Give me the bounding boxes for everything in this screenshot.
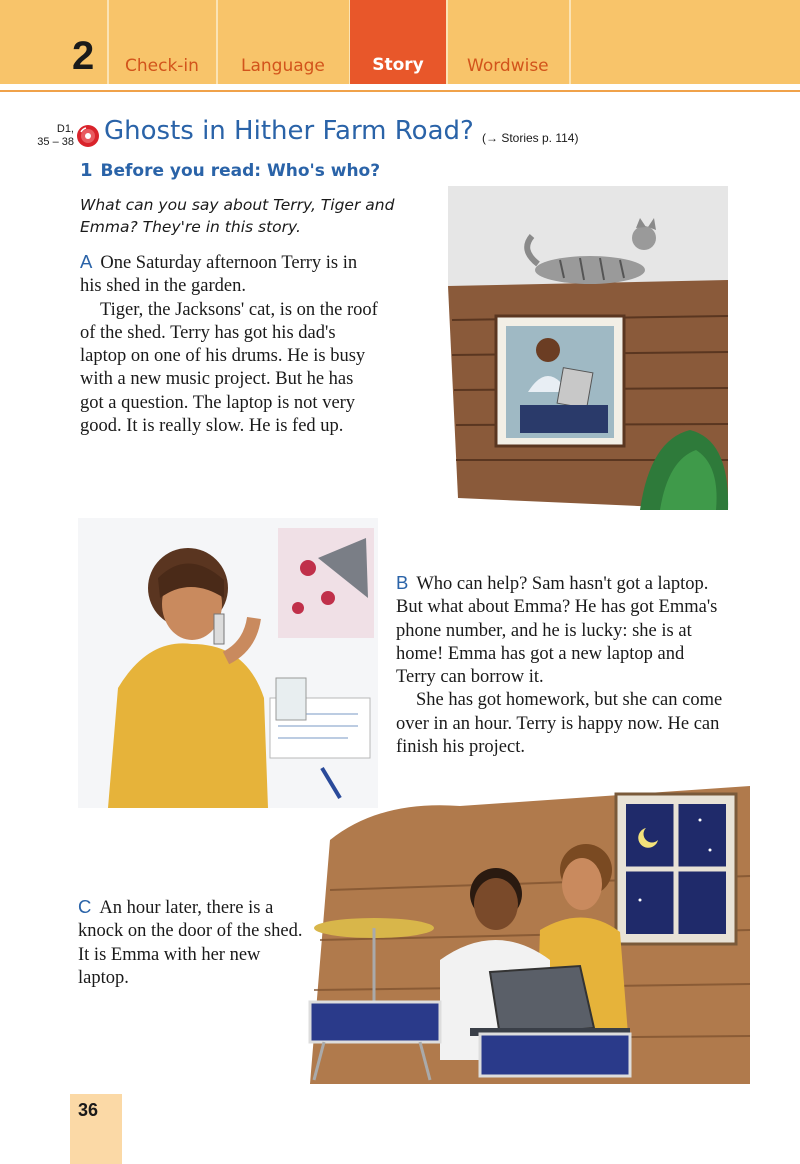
header-divider: [216, 0, 218, 84]
unit-header-bar: [0, 0, 800, 84]
paragraph-text: Who can help? Sam hasn't got a laptop. But what about Emma? He has got Emma's phone number, and he is lucky: she is at home! Emma has got a new laptop and Terry can borrow it.: [396, 574, 718, 688]
paragraph-text: Tiger, the Jacksons' cat, is on the roof of the shed. Terry has got his dad's laptop on one of his drums. He is busy with a new music project. But he has got a question. The laptop is not very good. It is really slow. He is fed up.: [80, 299, 378, 437]
tab-check-in[interactable]: Check-in: [125, 56, 199, 76]
paragraph-text: She has got homework, but she can come over in an hour. Terry is happy now. He can finish his project.: [396, 690, 723, 758]
unit-number: 2: [72, 34, 95, 78]
header-divider: [569, 0, 571, 84]
exercise-instruction: What can you say about Terry, Tiger and Emma? They're in this story.: [80, 196, 395, 236]
stories-cross-reference[interactable]: (→ Stories p. 114): [482, 131, 579, 145]
paragraph-text: An hour later, there is a knock on the door of the shed. It is Emma with her new laptop.: [78, 898, 303, 988]
emma-phone-illustration: [78, 518, 378, 808]
paragraph-c: [78, 895, 308, 990]
header-rule: [0, 90, 800, 92]
exercise-number: 1: [80, 160, 93, 181]
paragraph-letter: A: [80, 251, 93, 272]
header-divider: [107, 0, 109, 84]
tab-language[interactable]: Language: [241, 56, 325, 76]
paragraph-b: [396, 571, 726, 759]
exercise-heading: [80, 160, 380, 181]
paragraph-text: One Saturday afternoon Terry is in his shed in the garden.: [80, 253, 358, 297]
page-number: 36: [78, 1100, 99, 1120]
paragraph-a: [80, 250, 380, 438]
cd-track-line-2: 35 – 38: [37, 136, 74, 148]
header-divider: [446, 0, 448, 84]
paragraph-letter: B: [396, 572, 409, 593]
tab-wordwise[interactable]: Wordwise: [467, 56, 549, 76]
audio-cd-icon[interactable]: [76, 124, 100, 148]
tab-story[interactable]: Story: [350, 0, 446, 84]
paragraph-letter: C: [78, 896, 92, 917]
cd-track-line-1: D1,: [56, 123, 74, 135]
cd-track-label: [38, 123, 74, 149]
shed-illustration: [440, 180, 732, 515]
story-title: Ghosts in Hither Farm Road?: [104, 116, 474, 146]
terry-emma-shed-illustration: [300, 780, 750, 1084]
exercise-title: Before you read: Who's who?: [100, 161, 381, 181]
